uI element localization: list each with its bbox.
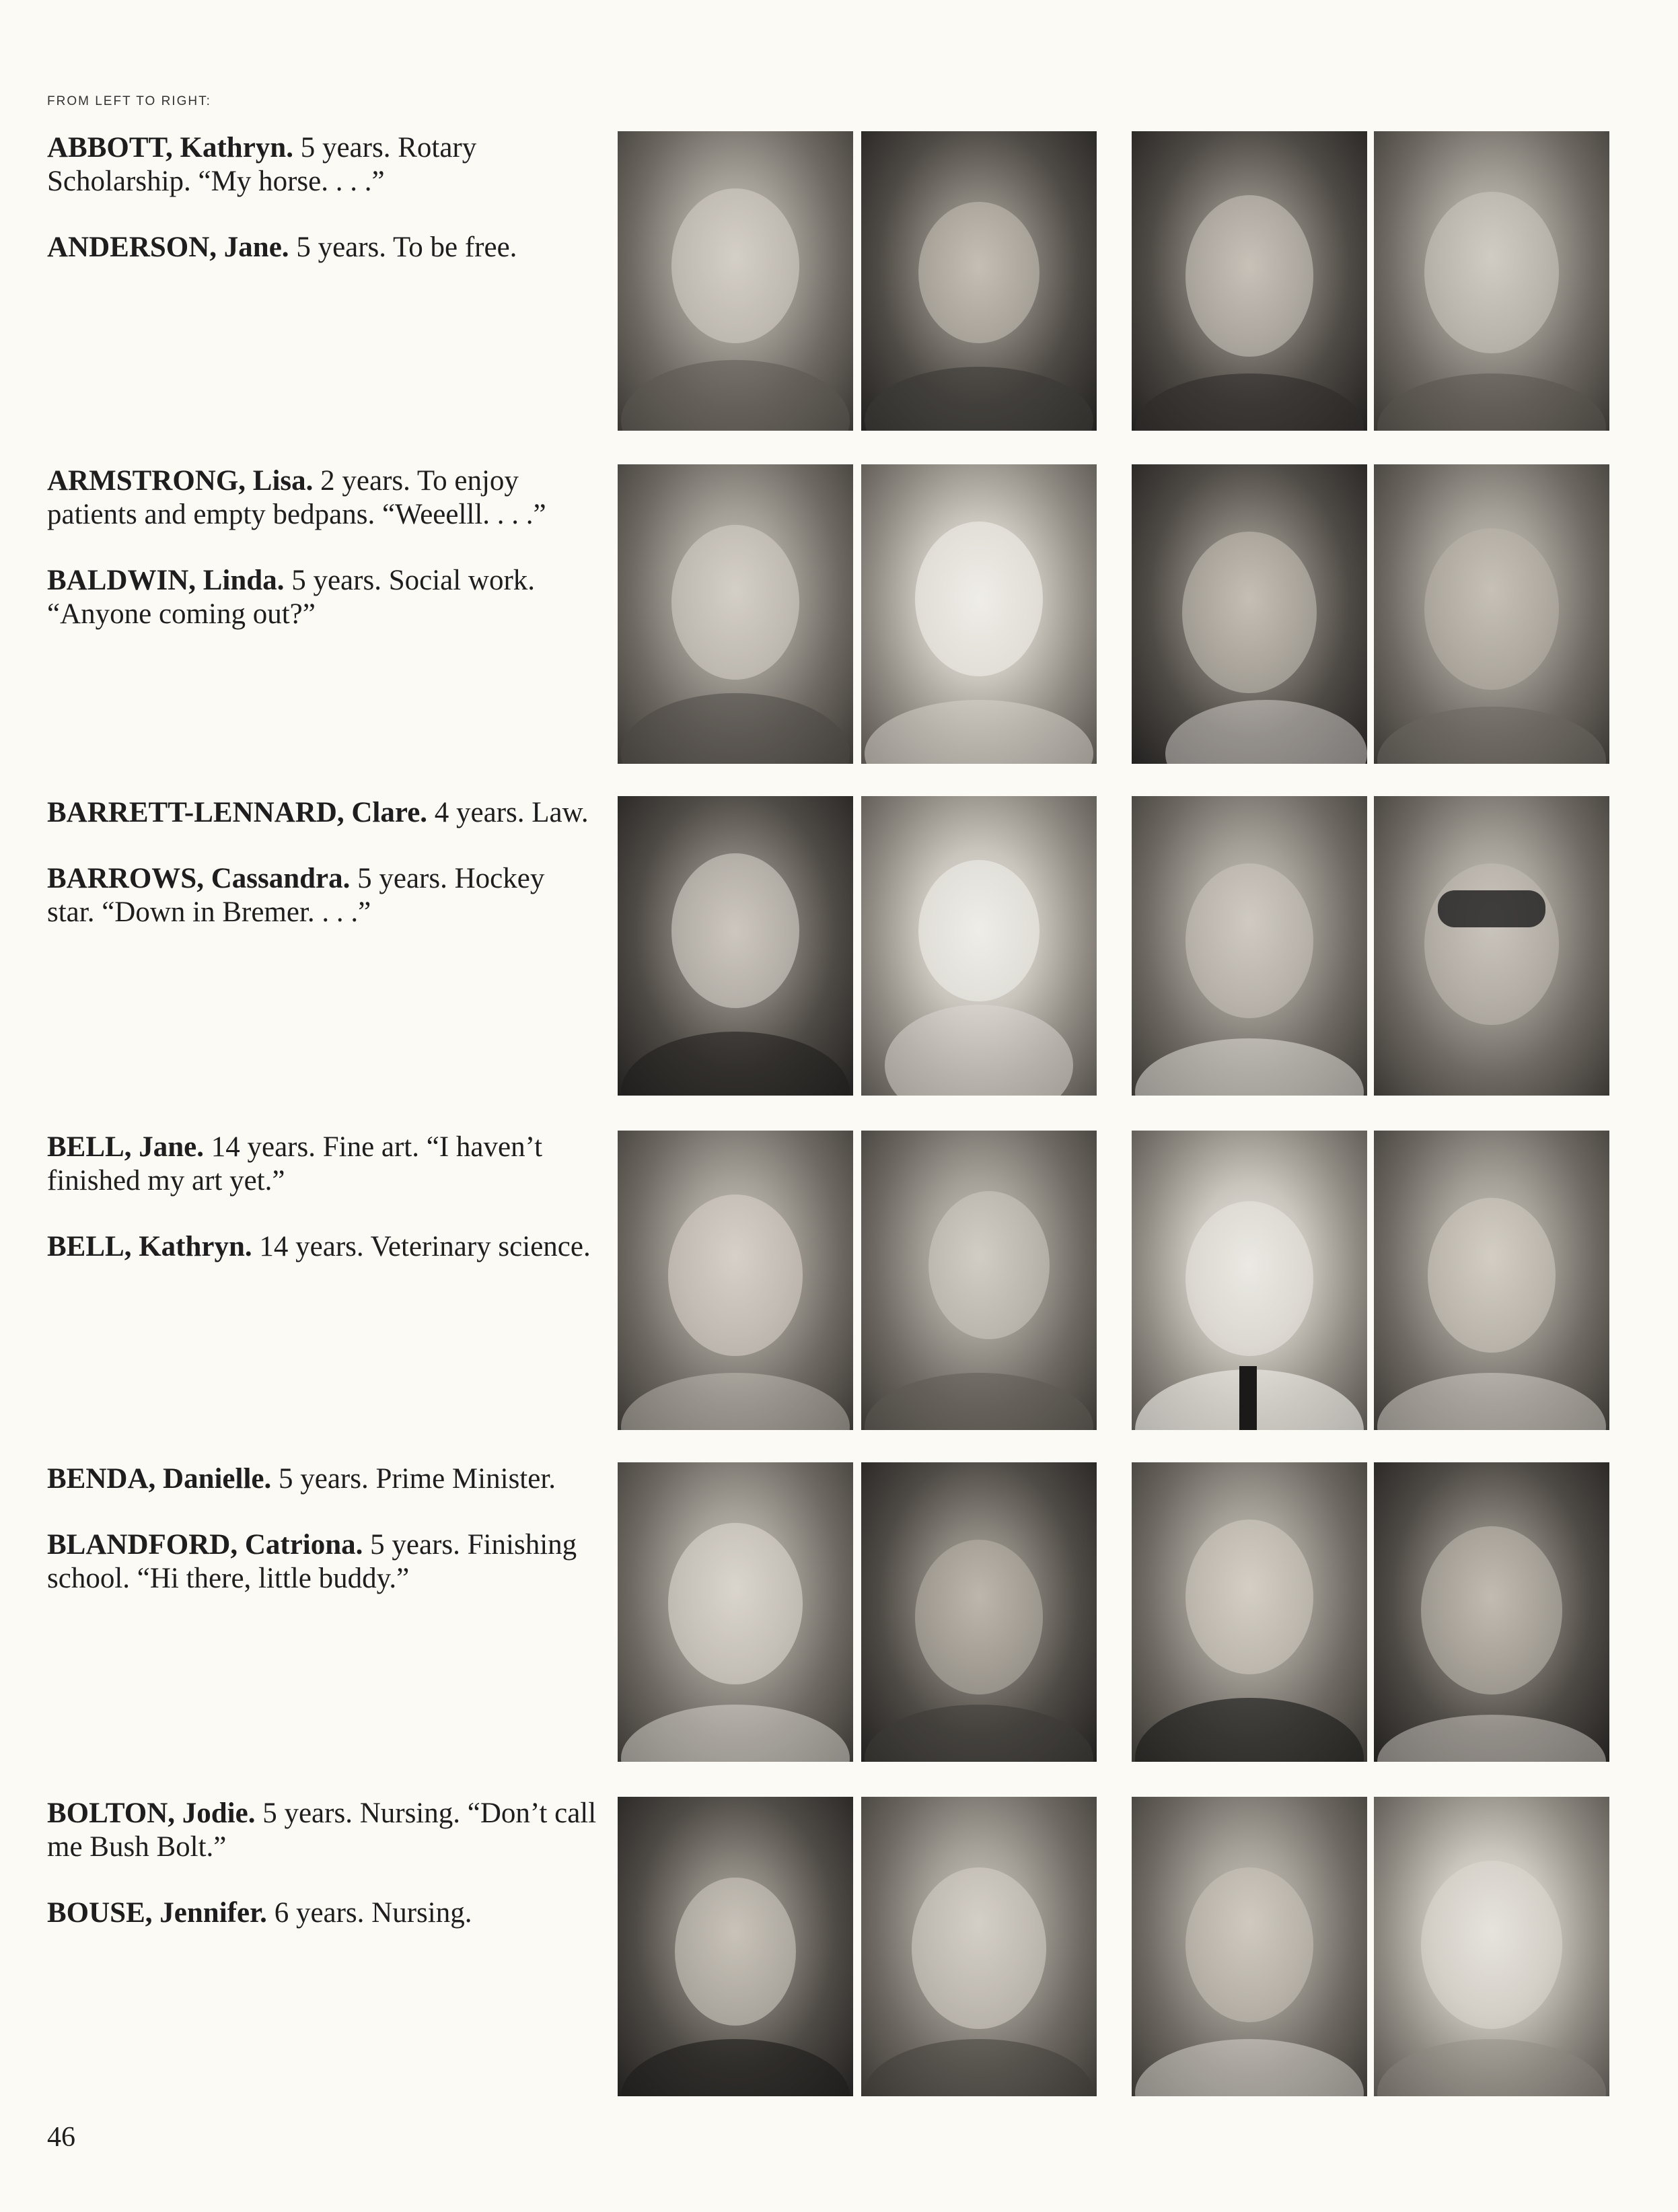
student-photo	[618, 131, 853, 431]
entry-list	[47, 1462, 599, 1628]
student-name: ABBOTT, Kathryn.	[47, 132, 293, 164]
student-row	[0, 1131, 1678, 1430]
student-photo	[1374, 464, 1609, 764]
student-name: BALDWIN, Linda.	[47, 565, 285, 596]
photo-group	[618, 464, 1609, 764]
student-photo	[618, 1462, 853, 1762]
student-details: 14 years. Fine art. “I haven’t finished my art yet.”	[47, 1131, 543, 1197]
student-photo	[1132, 1797, 1367, 2096]
entry-list	[47, 131, 599, 297]
entry-list	[47, 464, 599, 664]
entry-list	[47, 1797, 599, 1962]
student-details: 5 years. Hockey star. “Down in Bremer. . . .”	[47, 863, 545, 928]
student-entry	[47, 1896, 599, 1930]
entry-list	[47, 796, 599, 962]
student-entry	[47, 796, 599, 830]
student-photo	[618, 464, 853, 764]
student-photo	[1374, 1131, 1609, 1430]
page-number: 46	[47, 2122, 75, 2153]
student-photo	[1132, 1462, 1367, 1762]
student-row	[0, 464, 1678, 764]
page-header: FROM LEFT TO RIGHT:	[47, 94, 211, 108]
student-details: 5 years. Social work. “Anyone coming out?”	[47, 565, 536, 630]
student-photo	[861, 796, 1097, 1096]
student-photo	[861, 1131, 1097, 1430]
student-row	[0, 1797, 1678, 2096]
student-photo	[1132, 464, 1367, 764]
student-name: BARRETT-LENNARD, Clare.	[47, 797, 428, 828]
student-photo	[861, 1462, 1097, 1762]
student-photo	[861, 464, 1097, 764]
student-name: BARROWS, Cassandra.	[47, 863, 351, 894]
student-photo	[1374, 796, 1609, 1096]
student-photo	[1132, 796, 1367, 1096]
student-entry	[47, 1797, 599, 1864]
photo-group	[618, 796, 1609, 1096]
student-photo	[1132, 131, 1367, 431]
student-name: BOUSE, Jennifer.	[47, 1897, 267, 1929]
student-name: BELL, Jane.	[47, 1131, 204, 1163]
student-photo	[618, 1131, 853, 1430]
student-details: 2 years. To enjoy patients and empty bedpans. “Weeelll. . . .”	[47, 465, 546, 530]
student-photo	[1132, 1131, 1367, 1430]
student-entry	[47, 1131, 599, 1198]
student-name: ANDERSON, Jane.	[47, 231, 289, 263]
student-photo	[618, 796, 853, 1096]
student-photo	[861, 1797, 1097, 2096]
student-details: 14 years. Veterinary science.	[252, 1231, 591, 1262]
student-entry	[47, 1230, 599, 1264]
student-photo	[1374, 131, 1609, 431]
photo-group	[618, 131, 1609, 431]
student-entry	[47, 564, 599, 631]
student-name: BLANDFORD, Catriona.	[47, 1529, 363, 1561]
student-row	[0, 1462, 1678, 1762]
student-entry	[47, 464, 599, 532]
student-name: BENDA, Danielle.	[47, 1463, 272, 1495]
student-photo	[618, 1797, 853, 2096]
photo-group	[618, 1797, 1609, 2096]
student-name: BELL, Kathryn.	[47, 1231, 252, 1262]
student-details: 5 years. Nursing. “Don’t call me Bush Bolt.”	[47, 1797, 597, 1863]
student-photo	[1374, 1462, 1609, 1762]
student-entry	[47, 231, 599, 264]
student-details: 5 years. Finishing school. “Hi there, little buddy.”	[47, 1529, 577, 1594]
photo-group	[618, 1131, 1609, 1430]
student-row	[0, 131, 1678, 431]
student-details: 5 years. Prime Minister.	[271, 1463, 556, 1495]
student-entry	[47, 131, 599, 199]
student-details: 6 years. Nursing.	[266, 1897, 472, 1929]
photo-group	[618, 1462, 1609, 1762]
student-details: 5 years. To be free.	[289, 231, 517, 263]
student-name: ARMSTRONG, Lisa.	[47, 465, 314, 497]
student-entry	[47, 1528, 599, 1596]
entry-list	[47, 1131, 599, 1296]
student-entry	[47, 862, 599, 929]
student-details: 4 years. Law.	[427, 797, 589, 828]
student-photo	[861, 131, 1097, 431]
student-name: BOLTON, Jodie.	[47, 1797, 256, 1829]
student-entry	[47, 1462, 599, 1496]
student-details: 5 years. Rotary Scholarship. “My horse. . . .”	[47, 132, 477, 197]
student-row	[0, 796, 1678, 1096]
student-photo	[1374, 1797, 1609, 2096]
